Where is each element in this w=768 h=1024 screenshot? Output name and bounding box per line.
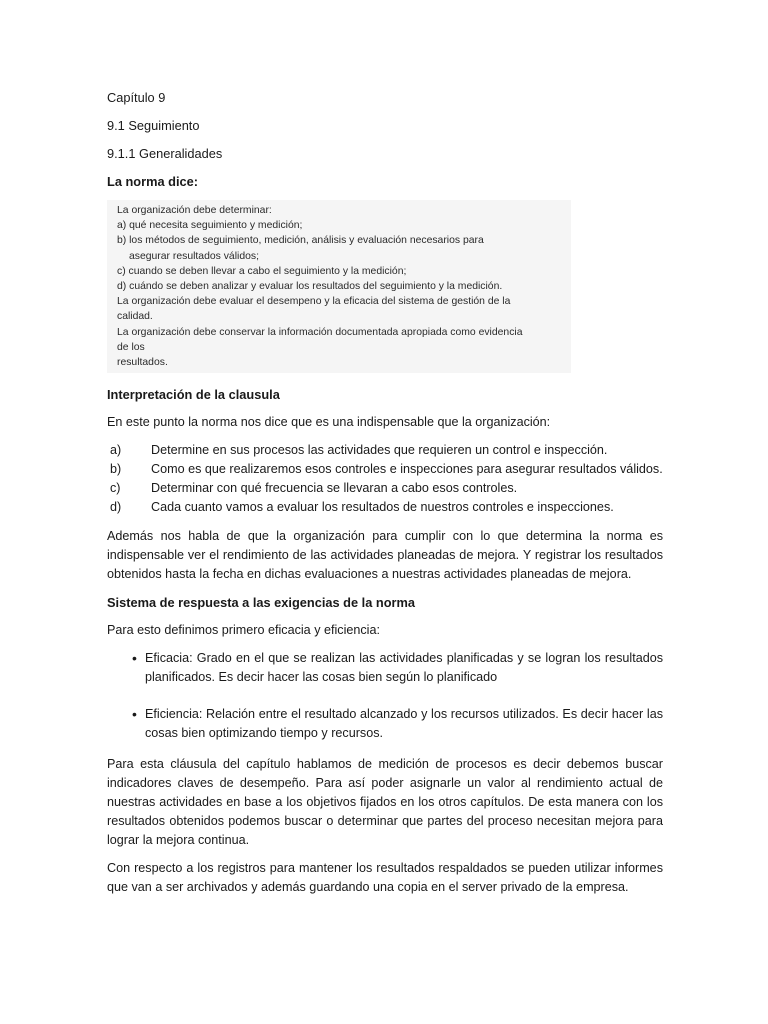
list-marker: b) [110, 462, 122, 477]
quote-line: b) los métodos de seguimiento, medición, análisis y evaluación necesarios para [117, 235, 484, 247]
requirements-list [107, 441, 663, 517]
definitions-list [107, 649, 663, 743]
quote-line: La organización debe determinar: [117, 205, 272, 216]
section-title: 9.1 Seguimiento [107, 118, 200, 133]
list-item [107, 479, 663, 498]
quote-line: asegurar resultados válidos; [129, 250, 259, 262]
definition-efficiency: Eficiencia: Relación entre el resultado alcanzado y los recursos utilizados. Es decir hacer las cosas bien optimizando tiempo y recursos. [145, 707, 663, 741]
measurement-paragraph: Para esta cláusula del capítulo hablamos de medición de procesos es decir debemos buscar indicadores claves de desempeño. Para así poder asignarle un valor al rendimiento actual de nuestras actividades en base a los objetivos fijados en los otros capítulos. De esta manera con los resultados obtenidos podemos buscar o determinar que partes del proceso necesitan mejora para lograr la mejora continua. [107, 757, 663, 848]
records-paragraph: Con respecto a los registros para mantener los resultados respaldados se pueden utilizar informes que van a ser archivados y además guardando una copia en el server privado de la empresa. [107, 861, 663, 895]
interpretation-paragraph: Además nos habla de que la organización para cumplir con lo que determina la norma es indispensable ver el rendimiento de las actividades planeadas de mejora. Y registrar los resultados obtenidos hasta la fecha en dichas evaluaciones a nuestras actividades planeadas de mejora. [107, 529, 663, 582]
list-item-text: Determinar con qué frecuencia se llevaran a cabo esos controles. [151, 481, 518, 496]
chapter-title: Capítulo 9 [107, 90, 166, 105]
list-item-text: Determine en sus procesos las actividades que requieren un control e inspección. [151, 443, 608, 458]
definition-efficacy: Eficacia: Grado en el que se realizan las actividades planificadas y se logran los resultados planificados. Es decir hacer las cosas bien según lo planificado [145, 651, 663, 685]
list-item [107, 649, 663, 687]
list-item [107, 705, 663, 743]
interpretation-heading: Interpretación de la clausula [107, 387, 280, 403]
norm-says-heading: La norma dice: [107, 174, 199, 189]
quote-line: resultados. [117, 357, 168, 369]
quote-line: La organización debe evaluar el desempeno y la eficacia del sistema de gestión de la [117, 296, 511, 308]
subsection-title: 9.1.1 Generalidades [107, 146, 223, 161]
list-item-text: Como es que realizaremos esos controles e inspecciones para asegurar resultados válidos. [151, 462, 663, 477]
norm-quote-box [107, 200, 571, 373]
document-content [107, 88, 663, 906]
response-heading: Sistema de respuesta a las exigencias de la norma [107, 595, 415, 611]
list-item [107, 460, 663, 479]
list-item [107, 441, 663, 460]
list-marker: d) [110, 500, 122, 515]
quote-line: a) qué necesita seguimiento y medición; [117, 220, 303, 232]
quote-line: de los [117, 341, 145, 353]
bullet-icon: • [132, 706, 137, 723]
list-item-text: Cada cuanto vamos a evaluar los resultados de nuestros controles e inspecciones. [151, 500, 614, 515]
quote-line: La organización debe conservar la información documentada apropiada como evidencia [117, 326, 523, 338]
interpretation-intro: En este punto la norma nos dice que es una indispensable que la organización: [107, 415, 551, 430]
response-intro: Para esto definimos primero eficacia y eficiencia: [107, 623, 380, 638]
quote-line: d) cuándo se deben analizar y evaluar los resultados del seguimiento y la medición. [117, 281, 503, 293]
quote-line: c) cuando se deben llevar a cabo el seguimiento y la medición; [117, 265, 407, 277]
quote-line: calidad. [117, 311, 153, 323]
bullet-icon: • [132, 650, 137, 667]
list-marker: a) [110, 443, 122, 458]
list-item [107, 498, 663, 517]
list-marker: c) [110, 481, 121, 496]
